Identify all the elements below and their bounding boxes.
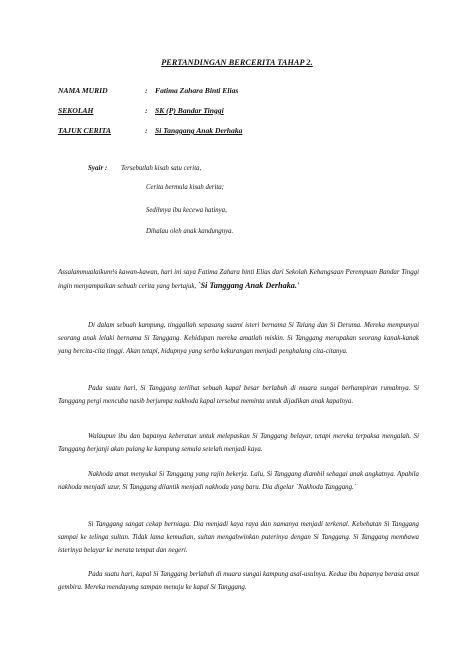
intro-paragraph (58, 267, 419, 294)
info-value-school: SK (P) Bandar Tinggi (155, 106, 224, 115)
story-paragraph-2: Pada suatu hari, Si Tanggang terlihat sebuah kapal besar berlabuh di muara sungai berhampiran rumahnya. Si Tanggang pergi mencuba nasib berjumpa nakhoda kapal tersebut meminta untuk dijadikan anak kapalnya. (58, 385, 419, 405)
info-colon: : (145, 106, 148, 115)
story-paragraph-4: Nakhoda amat menyukai Si Tanggang yang rajin bekerja. Lalu, Si Tanggang diambil sebagai anak angkatnya. Apabila nakhoda menjadi uzur, Si Tanggang dilantik menjadi nakhoda yang baru. Dia digelar `Nakhoda Tanggang.` (58, 471, 419, 491)
story-paragraph-5: Si Tanggang sangat cekap berniaga. Dia menjadi kaya raya dan namanya menjadi terkenal. Kehebatan Si Tanggang sampai ke telinga sultan. Tidak lama kemudian, sultan mengahwinkan puterinya dengan Si Tanggang. Si Tanggang membawa isterinya belayar ke merata tempat dan negeri. (58, 521, 419, 554)
info-row-school (58, 106, 224, 115)
document-title: PERTANDINGAN BERCERITA TAHAP 2. (161, 58, 313, 67)
syair-line-1: Tersebutlah kisah satu cerita, (121, 165, 202, 172)
info-label-title: TAJUK CERITA (58, 126, 111, 135)
story-paragraph-1: Di dalam sebuah kampung, tinggallah sepasang suami isteri bernama Si Talang dan Si Deruma. Mereka mempunyai seorang anak lelaki bernama Si Tanggang. Kehidupan mereka amatlah miskin. Si Tanggang merupakan seorang kanak-kanak yang bercita-cita tinggi. Akan tetapi, hidupnya yang serba kekurangan menjadi penghalang cita-citanya. (58, 322, 419, 355)
syair-line-3: Sedihnya ibu kecewa hatinya, (146, 207, 227, 214)
story-paragraph-6: Pada suatu hari, kapal Si Tanggang berlabuh di muara sungai kampung asal-usulnya. Kedua ibu bapanya berasa amat gembira. Mereka mendayung sampan menuju ke kapal Si Tanggang. (58, 571, 419, 591)
syair-line-2: Cerita bermula kisah derita; (146, 184, 224, 191)
syair-label: Syair : (88, 164, 108, 172)
info-row-name (58, 86, 238, 95)
syair-label-line (88, 164, 118, 172)
intro-text: Assalammualaikum¼ kawan-kawan, hari ini saya Fatima Zahara binti Elias dari Sekolah Kebangsaan Perempuan Bandar Tinggi ingin menyampaikan sebuah cerita yang bertajuk, (58, 269, 419, 290)
syair-line-4: Dihalau oleh anak kandungnya. (146, 228, 234, 235)
info-colon: : (145, 126, 148, 135)
story-paragraph-3: Walaupun ibu dan bapanya keberatan untuk melepaskan Si Tanggang belayar, tetapi mereka terpaksa mengalah. Si Tanggang berjanji akan pulang ke kampung semula setelah menjadi kaya. (58, 433, 419, 453)
intro-story-title: `Si Tanggang Anak Derhaka.' (197, 280, 300, 290)
info-value-title: Si Tanggang Anak Derhaka (155, 126, 243, 135)
info-label-name: NAMA MURID (58, 86, 108, 95)
info-value-name: Fatima Zahara Binti Elias (155, 86, 239, 95)
info-colon: : (145, 86, 148, 95)
info-row-title (58, 126, 242, 135)
info-label-school: SEKOLAH (58, 106, 94, 115)
